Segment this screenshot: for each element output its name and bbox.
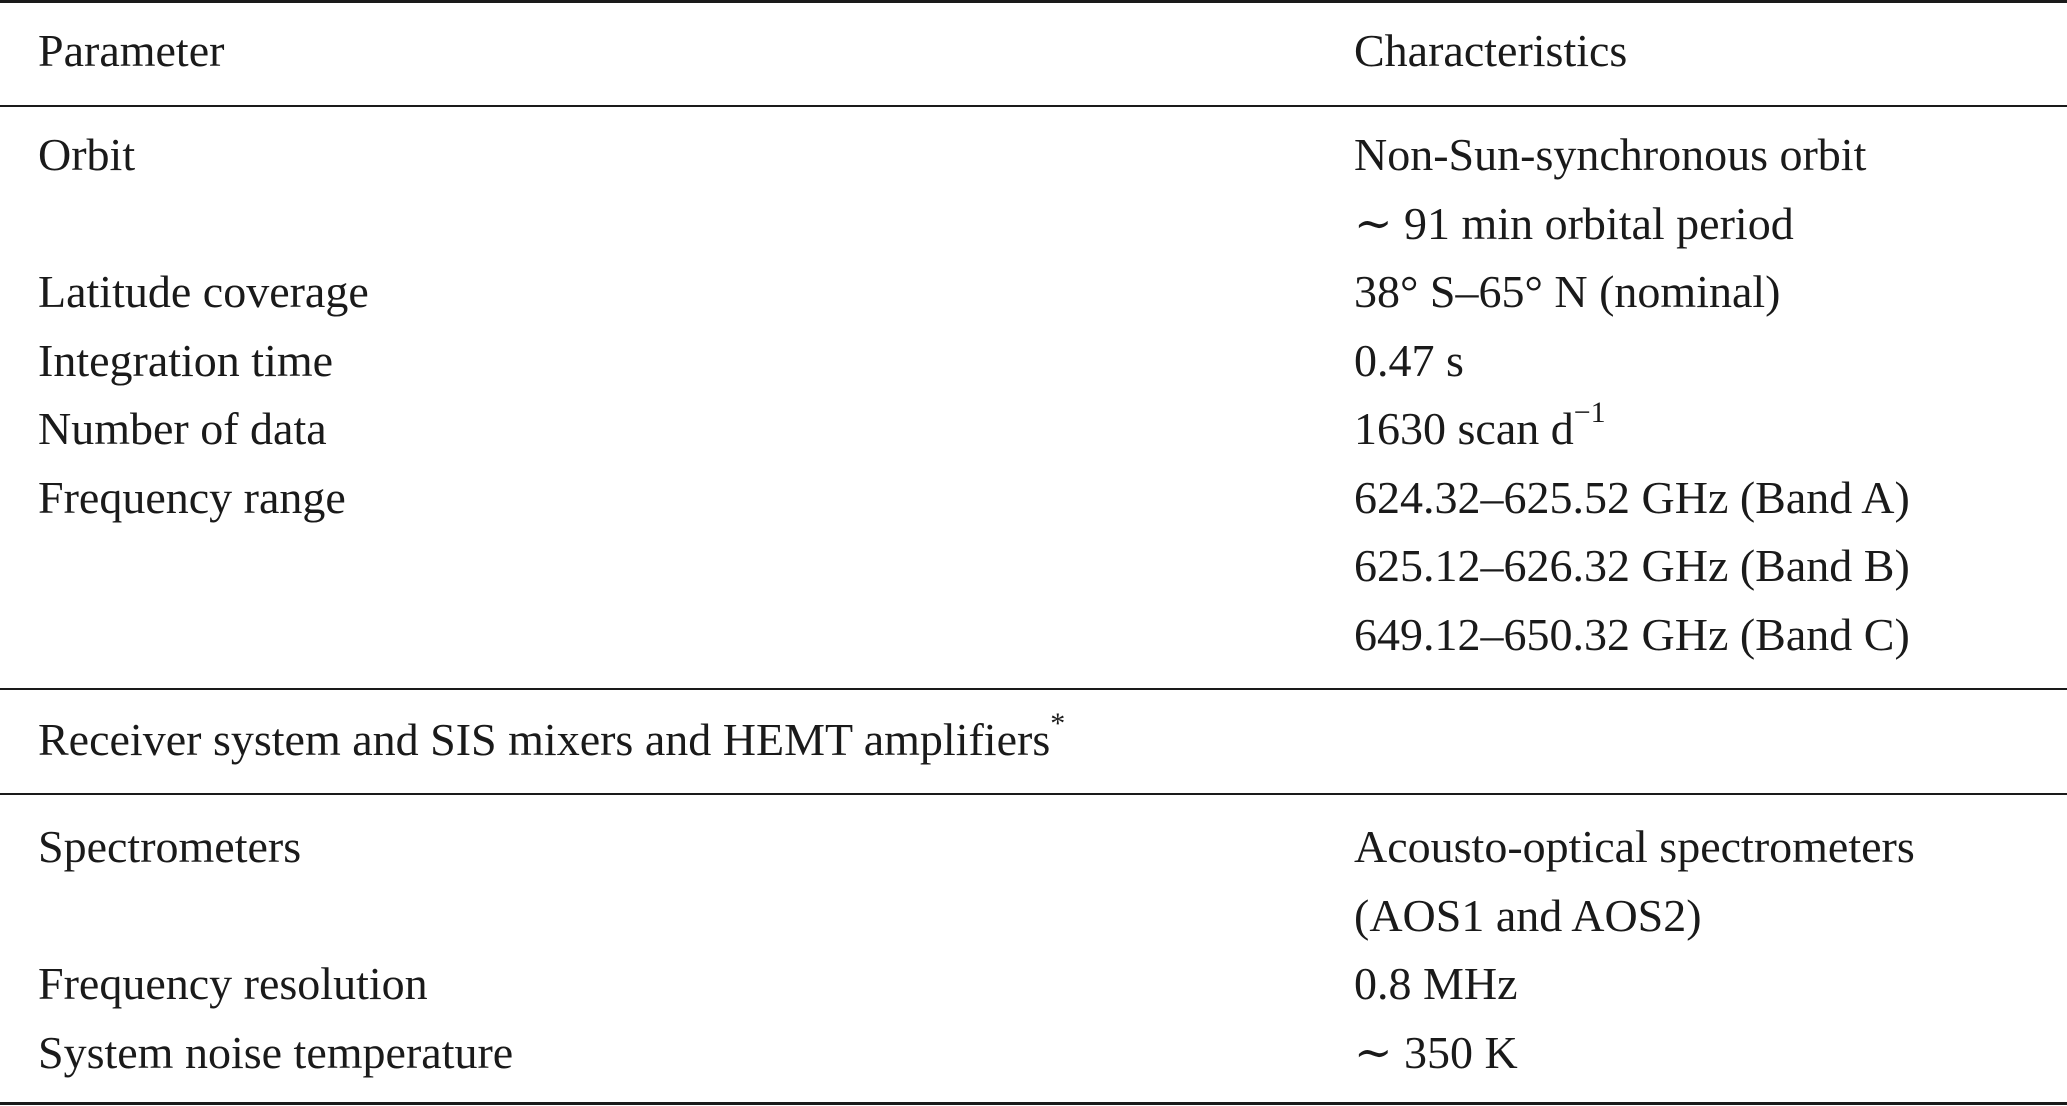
top-rule (0, 0, 2067, 3)
spanning-row-rule (0, 793, 2067, 795)
param-blank (38, 190, 369, 259)
section2-characteristics (1354, 813, 1915, 1087)
section1-rule (0, 688, 2067, 690)
param-system-noise-temperature: System noise temperature (38, 1026, 514, 1078)
char-orbit: Non-Sun-synchronous orbit (1354, 129, 1867, 180)
char-orbital-period: ∼ 91 min orbital period (1354, 197, 1794, 249)
section2-parameters (38, 813, 513, 1087)
char-band-c: 649.12–650.32 GHz (Band C) (1354, 608, 1910, 660)
param-frequency-range: Frequency range (38, 471, 346, 523)
char-number-of-data-exponent: −1 (1573, 395, 1606, 429)
param-spectrometers: Spectrometers (38, 821, 302, 872)
receiver-system-text: Receiver system and SIS mixers and HEMT amplifiers (38, 714, 1051, 765)
param-number-of-data: Number of data (38, 403, 327, 454)
char-band-b: 625.12–626.32 GHz (Band B) (1354, 540, 1910, 591)
param-frequency-resolution: Frequency resolution (38, 958, 428, 1009)
char-number-of-data (1354, 395, 1910, 464)
char-integration-time: 0.47 s (1354, 334, 1464, 386)
header-characteristics: Characteristics (1354, 25, 1628, 76)
section1-characteristics (1354, 121, 1910, 669)
receiver-system-row (38, 706, 1065, 774)
section1-parameters (38, 121, 369, 532)
char-number-of-data-value: 1630 scan d (1354, 403, 1574, 454)
receiver-system-footnote-mark: * (1050, 706, 1066, 740)
char-aos: (AOS1 and AOS2) (1354, 889, 1702, 941)
bottom-rule (0, 1102, 2067, 1105)
param-latitude-coverage: Latitude coverage (38, 266, 369, 317)
char-system-noise-temperature: ∼ 350 K (1354, 1026, 1518, 1078)
param-blank-2 (38, 882, 513, 951)
header-parameter: Parameter (38, 25, 225, 76)
param-integration-time: Integration time (38, 334, 334, 386)
char-frequency-resolution: 0.8 MHz (1354, 958, 1518, 1009)
param-orbit: Orbit (38, 129, 136, 180)
header-rule (0, 105, 2067, 107)
char-spectrometers: Acousto-optical spectrometers (1354, 821, 1915, 872)
char-latitude-coverage: 38° S–65° N (nominal) (1354, 266, 1781, 317)
char-band-a: 624.32–625.52 GHz (Band A) (1354, 471, 1910, 523)
